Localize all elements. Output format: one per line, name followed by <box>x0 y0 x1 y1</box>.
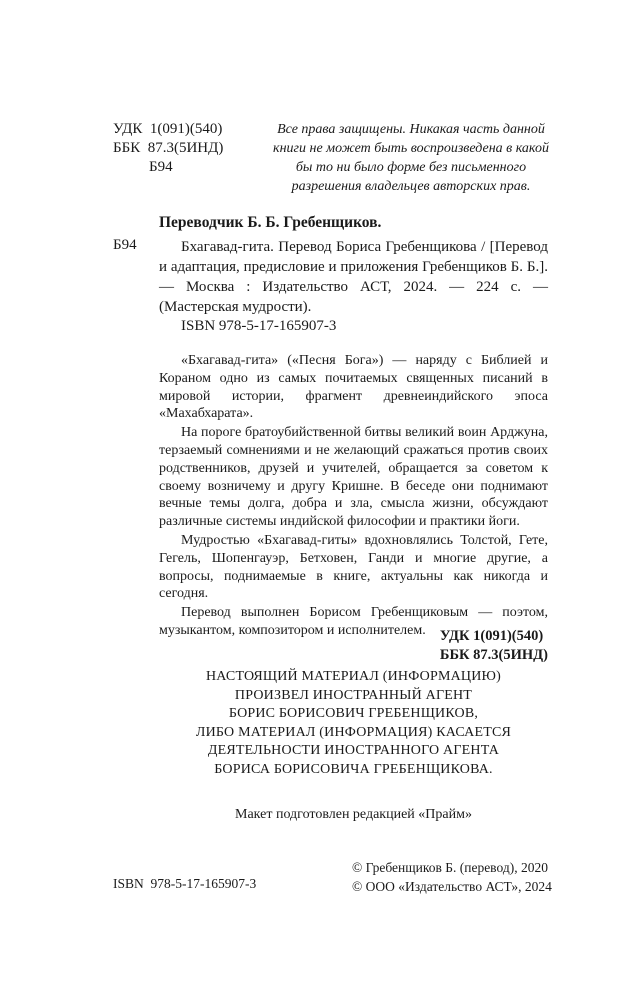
annotation-paragraph: «Бхагавад-гита» («Песня Бога») — наряду с Библией и Кораном одно из самых почитаемых священных писаний в мировой истории, фрагмент древнеиндийского эпоса «Махабхарата». <box>159 353 548 422</box>
notice-line: БОРИС БОРИСОВИЧ ГРЕБЕНЩИКОВ, <box>228 706 479 722</box>
isbn-line: ISBN 978-5-17-165907-3 <box>181 318 337 334</box>
notice-line: НАСТОЯЩИЙ МАТЕРИАЛ (ИНФОРМАЦИЮ) <box>206 669 501 684</box>
rights-notice: Все права защищены. Никакая часть данной книги не может быть воспроизведена в какой бы то ни было форме без письменного разрешения владельцев авторских прав. <box>273 122 549 194</box>
isbn-bottom: ISBN 978-5-17-165907-3 <box>113 876 257 891</box>
layout-credit: Макет подготовлен редакцией «Прайм» <box>235 807 472 822</box>
notice-line: ЛИБО МАТЕРИАЛ (ИНФОРМАЦИЯ) КАСАЕТСЯ <box>195 724 512 740</box>
annotation-paragraph: Мудростью «Бхагавад-гиты» вдохновлялись Толстой, Гете, Гегель, Шопенгауэр, Бетховен, Ганди и многие другие, а вопросы, поднимаемые в книге, актуальны как никогда и сегодня. <box>159 532 548 602</box>
notice-line: ДЕЯТЕЛЬНОСТИ ИНОСТРАННОГО АГЕНТА <box>207 743 500 759</box>
bbk-label: ББК <box>113 140 141 156</box>
classification-block <box>113 120 223 177</box>
annotation-paragraph: Перевод выполнен Борисом Гребенщиковым — поэтом, музыкантом, композитором и исполнителем. <box>159 605 548 638</box>
udk-label: УДК <box>113 121 143 137</box>
bibliographic-description: Бхагавад-гита. Перевод Бориса Гребенщикова / [Перевод и адаптация, предисловие и приложения Гребенщиков Б. Б.]. — Москва : Издательство АСТ, 2024. — 224 с. — (Мастерская мудрости). <box>159 239 548 315</box>
notice-line: ПРОИЗВЕЛ ИНОСТРАННЫЙ АГЕНТ <box>234 687 473 703</box>
bib-sign: Б94 <box>113 237 137 253</box>
bbk-value: 87.3(5ИНД) <box>147 140 224 156</box>
copyright-line: © Гребенщиков Б. (перевод), 2020 <box>352 860 548 875</box>
notice-line: БОРИСА БОРИСОВИЧА ГРЕБЕНЩИКОВА. <box>214 761 493 777</box>
classification-right <box>440 627 548 665</box>
annotation <box>159 352 548 640</box>
copyright-line: © ООО «Издательство АСТ», 2024 <box>352 879 552 894</box>
annotation-paragraph: На пороге братоубийственной битвы великий воин Арджуна, терзаемый сомнениями и не желающий сражаться против своих родственников, друзей и учителей, обращается за советом к своему возничему и другу Кришне. В беседе они поднимают вечные темы долга, добра и зла, смысла жизни, обсуждают различные системы индийской философии и практики йоги. <box>159 425 548 530</box>
copyrights <box>352 858 552 896</box>
udk-row <box>113 120 223 139</box>
udk-value: 1(091)(540) <box>149 121 223 137</box>
foreign-agent-notice <box>159 668 548 780</box>
bbk-right: ББК 87.3(5ИНД) <box>439 647 548 663</box>
udk-right: УДК 1(091)(540) <box>439 628 544 644</box>
author-heading: Переводчик Б. Б. Гребенщиков. <box>159 214 382 231</box>
author-sign: Б94 <box>149 159 173 175</box>
bbk-row <box>113 139 223 158</box>
